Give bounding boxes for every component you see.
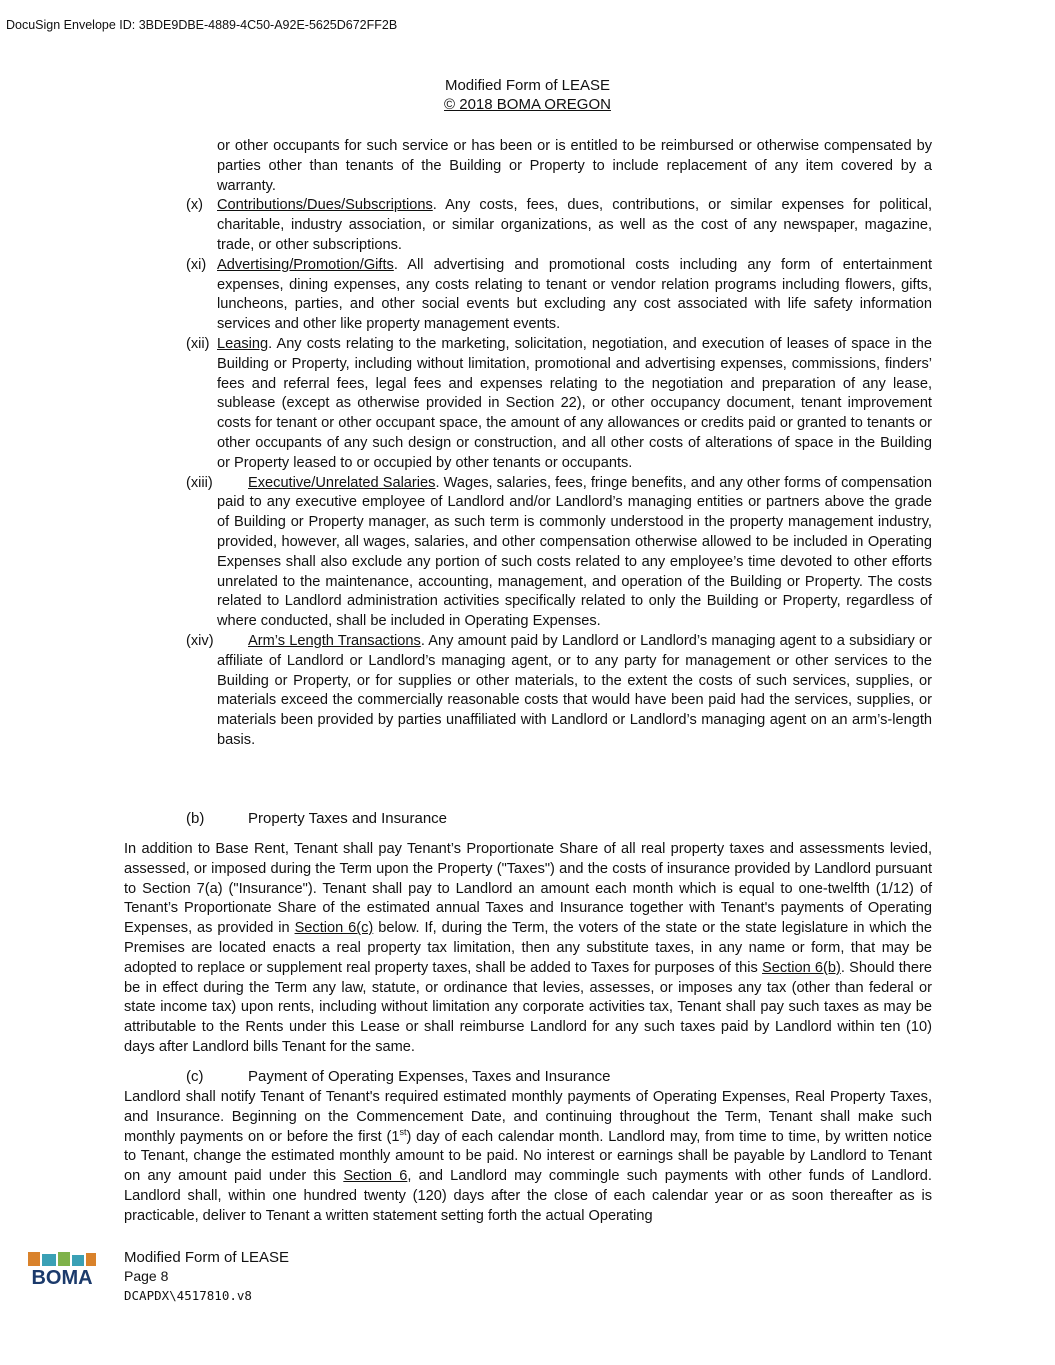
header-title: Modified Form of LEASE bbox=[444, 77, 611, 94]
section-c-label: (c) bbox=[186, 1068, 204, 1085]
item-text: . Any amount paid by Landlord or Landlord’s managing agent to a subsidiary or affiliate of Landlord or Landlord’s managing agent, or to any party for management or other services to the Building or Property, or for supplies or other materials, to the extent the costs of such services, supplies, or materials exceed the commercially reasonable costs that would have been paid had the services, supplies, or materials been provided by parties unaffiliated with Landlord or Landlord’s managing agent on an arm’s-length basis. bbox=[217, 632, 932, 748]
list-item bbox=[186, 474, 932, 632]
section-ref-link[interactable]: Section 6 bbox=[343, 1168, 408, 1185]
section-c-paragraph: Landlord shall notify Tenant of Tenant's required estimated monthly payments of Operating Expenses, Real Property Taxes, and Insurance. Beginning on the Commencement Date, and continuing throughout the Term, Tenant shall make such monthly payments on or before the first (1st) day of each calendar month. Landlord may, from time to time, by written notice to Tenant, change the estimated monthly amount to be paid. No interest or earnings shall be payable by Landlord to Tenant on any amount paid under this Section 6, and Landlord may commingle such payments with other funds of Landlord. Landlord shall, within one hundred twenty (120) days after the close of each calendar year or as soon thereafter as is practicable, deliver to Tenant a written statement setting forth the actual Operating bbox=[124, 1089, 932, 1224]
document-id: DCAPDX\4517810.v8 bbox=[124, 1288, 252, 1303]
item-number: (xiv) bbox=[186, 632, 214, 649]
item-text: . Any costs, fees, dues, contributions, or similar expenses for political, charitable, industry association, or similar organizations, as well as the cost of any newspaper, magazine, trade, or other subscriptions. bbox=[217, 197, 932, 253]
item-heading: Contributions/Dues/Subscriptions bbox=[217, 197, 433, 214]
item-heading: Executive/Unrelated Salaries bbox=[248, 474, 436, 491]
list-item bbox=[186, 335, 932, 474]
section-ref-link[interactable]: Section 6(b) bbox=[762, 959, 841, 976]
page-header bbox=[0, 76, 1055, 114]
page-number: Page 8 bbox=[124, 1268, 169, 1284]
item-number: (xiii) bbox=[186, 474, 213, 491]
header-copyright: © 2018 BOMA OREGON bbox=[444, 96, 611, 113]
item-number: (xi) bbox=[186, 256, 207, 273]
continuation-text: or other occupants for such service or has been or is entitled to be reimbursed or otherwise compensated by parties other than tenants of the Building or Property to include replacement of any item covered by a warranty. bbox=[217, 138, 932, 194]
section-b-paragraph: In addition to Base Rent, Tenant shall pay Tenant’s Proportionate Share of all real property taxes and assessments levied, assessed, or imposed during the Term upon the Property ("Taxes") and the costs of insurance provided by Landlord pursuant to Section 7(a) ("Insurance"). Tenant shall pay to Landlord an amount each month which is equal to one-twelfth (1/12) of Tenant’s Proportionate Share of the estimated annual Taxes and Insurance together with Tenant's payments of Operating Expenses, as provided in Section 6(c) below. If, during the Term, the voters of the state or the state legislature in which the Premises are located enacts a real property tax limitation, then any substitute taxes, in any name or form, that may be adopted to replace or supplement real property taxes, shall be added to Taxes for purposes of this Section 6(b). Should there be in effect during the Term any law, statute, or ordinance that levies, assesses, or imposes any tax (other than federal or state income tax) upon rents, including without limitation any corporate activities tax, Tenant shall pay such taxes as may be attributable to the Rents under this Lease or shall reimburse Landlord for any such taxes paid by Landlord within ten (10) days after Landlord bills Tenant for the same. bbox=[124, 841, 932, 1055]
item-heading: Leasing bbox=[217, 335, 269, 352]
svg-text:BOMA: BOMA bbox=[31, 1267, 93, 1289]
section-b-label: (b) bbox=[186, 810, 205, 827]
list-item bbox=[186, 256, 932, 335]
section-c-title: Payment of Operating Expenses, Taxes and Insurance bbox=[248, 1068, 611, 1085]
item-text: . All advertising and promotional costs including any form of entertainment expenses, dining expenses, any costs relating to tenant or vendor relation programs including flowers, gifts, luncheons, parties, and other social events but excluding any cost associated with life safety information services and other like property management events. bbox=[217, 256, 932, 333]
item-number: (xii) bbox=[186, 335, 210, 352]
item-heading: Arm’s Length Transactions bbox=[248, 632, 421, 649]
item-text: . Any costs relating to the marketing, solicitation, negotiation, and execution of leases of space in the Building or Property, including without limitation, promotional and advertising expenses, commissions, finders’ fees and referral fees, legal fees and expenses relating to the negotiation and preparation of any lease, sublease (except as otherwise provided in Section 22), or other occupancy document, tenant improvement costs for tenant or other occupant space, the amount of any allowances or credits paid or granted to tenants or other occupants of any such design or construction, and all other costs of alterations of space in the Building or Property leased to or occupied by other tenants or occupants. bbox=[217, 335, 932, 471]
page-footer bbox=[124, 1248, 289, 1305]
list-item bbox=[186, 196, 932, 255]
section-ref-link[interactable]: Section 6(c) bbox=[294, 920, 374, 937]
section-b-title: Property Taxes and Insurance bbox=[248, 810, 448, 827]
list-item bbox=[186, 632, 932, 751]
boma-logo bbox=[26, 1250, 98, 1290]
item-text: . Wages, salaries, fees, fringe benefits, and any other forms of compensation paid to any executive employee of Landlord and/or Landlord’s managing entities or partners above the grade of Building or Property manager, as such term is commonly understood in the property management industry, provided, however, all wages, salaries, and other compensation otherwise allowed to be included in Operating Expenses shall also exclude any portion of such costs related to any employee’s time devoted to other efforts unrelated to the maintenance, accounting, management, and operation of the Building or Property. The costs related to Landlord administration activities specifically related to only the Building or Property, regardless of where conducted, shall be included in Operating Expenses. bbox=[217, 474, 932, 630]
footer-title: Modified Form of LEASE bbox=[124, 1249, 290, 1266]
item-number: (x) bbox=[186, 197, 204, 214]
item-heading: Advertising/Promotion/Gifts bbox=[217, 256, 394, 273]
exclusions-list bbox=[186, 137, 932, 751]
docusign-envelope-id: DocuSign Envelope ID: 3BDE9DBE-4889-4C50-A92E-5625D672FF2B bbox=[6, 18, 398, 32]
